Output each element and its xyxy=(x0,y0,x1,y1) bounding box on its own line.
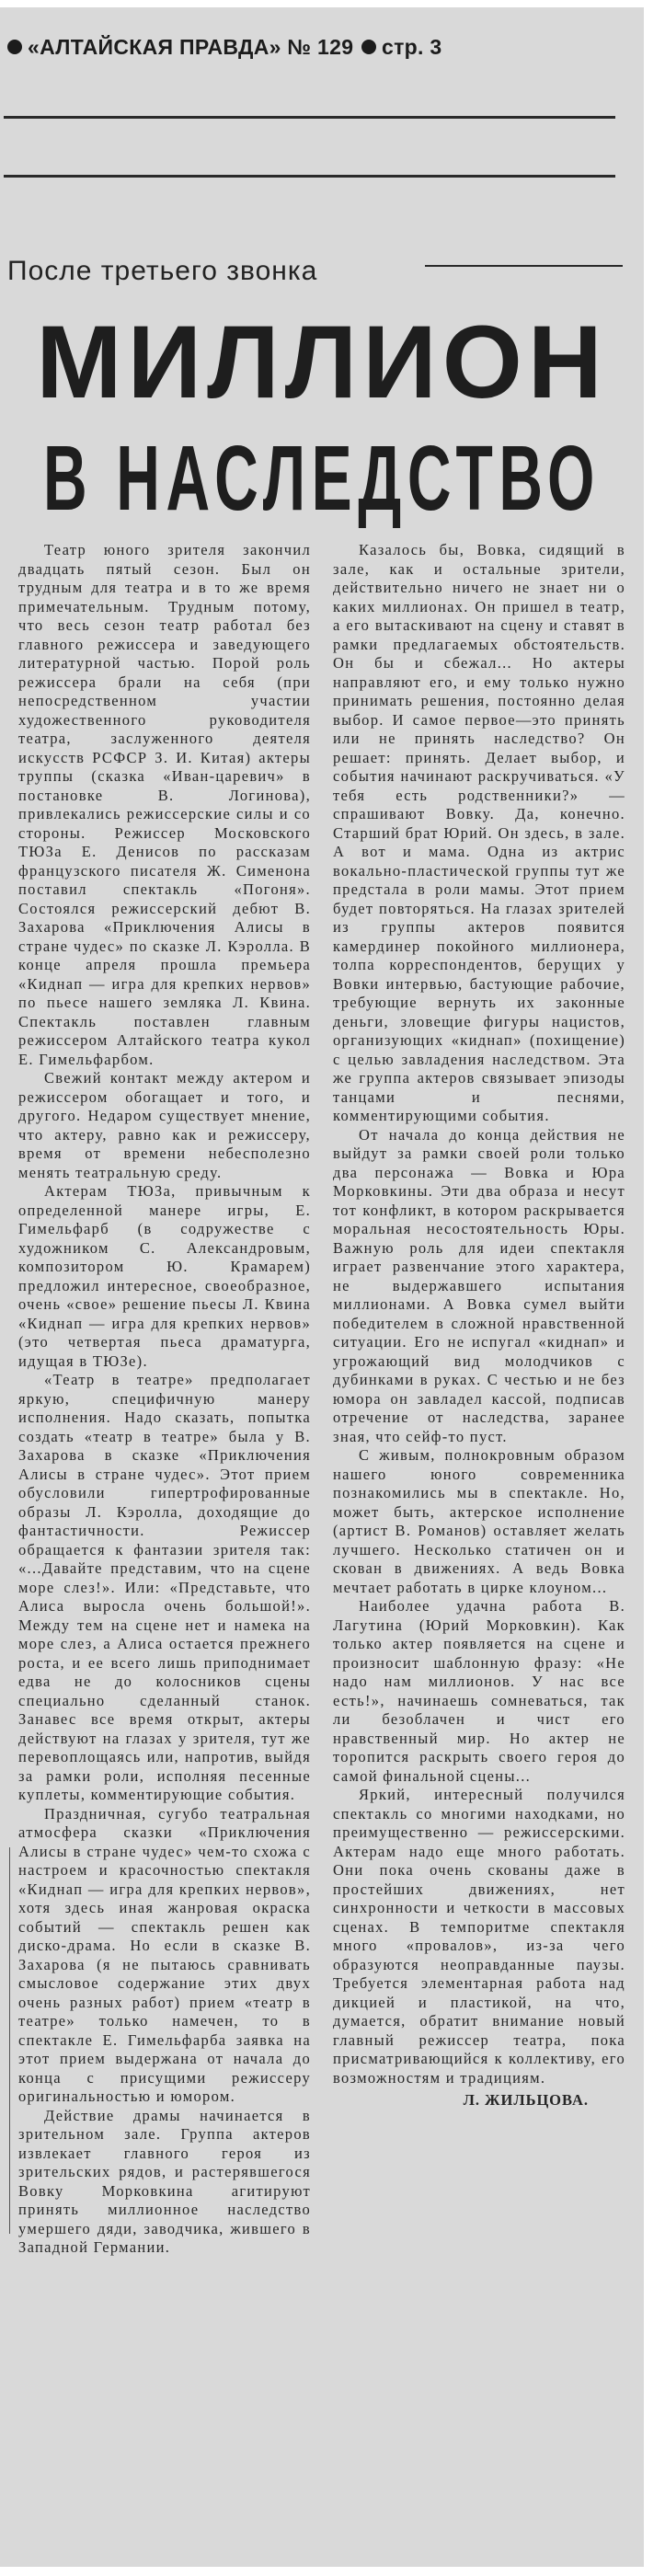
article-column-right xyxy=(333,541,625,2110)
paragraph: Действие драмы начинается в зрительном зале. Группа актеров извлекает главного героя из зрительских рядов, и растерявшегося Вовку Морковкина агитируют принять миллионное наследство умершего дяди, заводчика, жившего в Западной Германии. xyxy=(18,2106,311,2256)
paragraph: Актерам ТЮЗа, привычным к определенной манере игры, Е. Гимельфарб (в содружестве с художником С. Александровым, композитором Ю. Крамарем) предложил интересное, своеобразное, очень «свое» решение пьесы Л. Квина «Киднап — игра для крепких нервов» (это четвертая пьеса драматурга, идущая в ТЮЗе). xyxy=(18,1182,311,1370)
headline-line-1: МИЛЛИОН xyxy=(36,305,608,420)
paragraph: Свежий контакт между актером и режиссером обогащает и того, и другого. Недаром существует мнение, что актеру, равно как и режиссеру, время от времени небесполезно менять театральную среду. xyxy=(18,1069,311,1181)
rubric: После третьего звонка xyxy=(7,256,318,286)
paragraph: С живым, полнокровным образом нашего юного современника познакомились мы в спектакле. Но, может быть, актерское исполнение (артист В. Романов) оставляет желать лучшего. Несколько статичен он и скован в движениях. А ведь Вовка мечтает работать в цирке клоуном... xyxy=(333,1446,625,1596)
bullet-icon xyxy=(7,40,22,54)
paragraph: От начала до конца действия не выйдут за рамки своей роли только два персонажа — Вовка и Юра Морковкины. Эти два образа и несут тот конфликт, в котором раскрывается моральная несостоятельность Юры. Важную роль для идеи спектакля играет развенчание этого характера, не выдержавшего испытания миллионами. А Вовка сумел выйти победителем в сложной нравственной ситуации. Его не испугал «киднап» и угрожающий вид молодчиков с дубинками в руках. С честью и не без юмора он завладел кассой, подписав отречение от наследства, заранее зная, что сейф-то пуст. xyxy=(333,1125,625,1445)
paragraph: Наиболее удачна работа В. Лагутина (Юрий Морковкин). Как только актер появляется на сцене и произносит шаблонную фразу: «Не надо нам миллионов. У нас все есть!», начинаешь сомневаться, так ли безоблачен и чист его нравственный мир. Но актер не торопится раскрыть своего героя до самой финальной сцены... xyxy=(333,1597,625,1785)
paragraph: «Театр в театре» предполагает яркую, специфичную манеру исполнения. Надо сказать, попытка создать «театр в театре» была у В. Захарова в сказке «Приключения Алисы в стране чудес». Этот прием обусловили гипертрофированные образы Л. Кэролла, доходящие до фантастичности. Режиссер обращается к фантазии зрителя так: «...Давайте представим, что на сцене море слез!». Или: «Представьте, что Алиса выросла очень большой!». Между тем на сцене нет и намека на море слез, а Алиса остается прежнего роста, и ее всего лишь приподнимает едва не до колосников сцены специально сделанный станок. Занавес все время открыт, актеры действуют на глазах у зрителя, тут же перевоплощаясь или, напротив, выйдя за рамки роли, исполняя песенные куплеты, комментирующие события. xyxy=(18,1371,311,1803)
headline-line-2 xyxy=(0,427,644,530)
divider xyxy=(4,116,615,119)
paragraph: Театр юного зрителя закончил двадцать пятый сезон. Был он трудным для театра и в то же время примечательным. Трудным потому, что весь сезон театр работал без главного режиссера и заведующего литературной частью. Порой роль режиссера брали на себя (при непосредственном участии художественного руководителя театра, заслуженного деятеля искусств РСФСР З. И. Китая) актеры труппы (сказка «Иван-царевич» в постановке В. Логинова), привлекались режиссерские силы и со стороны. Режиссер Московского ТЮЗа Е. Денисов по рассказам французского писателя Ж. Сименона поставил спектакль «Погоня». Состоялся режиссерский дебют В. Захарова «Приключения Алисы в стране чудес» по сказке Л. Кэролла. В конце апреля прошла премьера «Киднап — игра для крепких нервов» по пьесе нашего земляка Л. Квина. Спектакль поставлен главным режиссером Алтайского театра кукол Е. Гимельфарбом. xyxy=(18,541,311,1068)
bullet-icon xyxy=(361,40,376,54)
headline-line-2-text: В НАСЛЕДСТВО xyxy=(43,427,601,530)
rubric-line xyxy=(425,265,623,267)
paragraph: Яркий, интересный получился спектакль со многими находками, но преимущественно — режиссерскими. Актерам надо еще много работать. Они пока очень скованы даже в простейших движениях, нет синхронности и четкости в массовых сценах. В темпоритме спектакля много «провалов», из-за чего образуются неоправданные паузы. Требуется элементарная работа над дикцией и пластикой, на что, думается, обратит внимание новый главный режиссер театра, пока присматривающийся к коллективу, его возможностям и традициям. xyxy=(333,1786,625,2087)
paragraph: Казалось бы, Вовка, сидящий в зале, как и остальные зрители, действительно ничего не знает ни о каких миллионах. Он пришел в театр, а его вытаскивают на сцену и ставят в рамки предлагаемых обстоятельств. Он бы и сбежал... Но актеры направляют его, и ему только нужно принимать решения, постоянно делая выбор. И самое первое—это принять или не принять наследство? Он решает: принять. Делает выбор, и события начинают раскручиваться. «У тебя есть родственники?» — спрашивают Вовку. Да, конечно. Старший брат Юрий. Он здесь, в зале. А вот и мама. Одна из актрис вокально-пластической группы тут же предстала в роли мамы. Этот прием будет повторяться. На глазах зрителей из группы актеров появится камердинер покойного миллионера, толпа корреспондентов, берущих у Вовки интервью, бастующие рабочие, требующие вернуть их законные деньги, зловещие фигуры нацистов, организующих «киднап» (похищение) с целью завладения наследством. Эта же группа актеров связывает эпизоды танцами и песнями, комментирующими события. xyxy=(333,541,625,1124)
divider xyxy=(4,175,615,178)
author-signature: Л. ЖИЛЬЦОВА. xyxy=(463,2091,589,2109)
margin-line xyxy=(9,1847,10,2234)
issue-number: № 129 xyxy=(287,35,354,59)
masthead xyxy=(6,35,442,60)
newspaper-name: «АЛТАЙСКАЯ ПРАВДА» xyxy=(28,35,281,59)
page-number: стр. 3 xyxy=(382,35,442,59)
paragraph: Праздничная, сугубо театральная атмосфера сказки «Приключения Алисы в стране чудес» чем-то схожа с настроем и красочностью спектакля «Киднап — игра для крепких нервов», хотя здесь иная жанровая окраска событий — спектакль решен как диско-драма. Но если в сказке В. Захарова (я не пытаюсь сравнивать смысловое содержание этих двух очень разных работ) прием «театр в театре» только намечен, то в спектакле Е. Гимельфарба заявка на этот прием выдержана от начала до конца с присущими режиссеру оригинальностью и юмором. xyxy=(18,1804,311,2105)
newspaper-clipping xyxy=(0,7,644,2567)
article-column-left xyxy=(18,541,311,2258)
